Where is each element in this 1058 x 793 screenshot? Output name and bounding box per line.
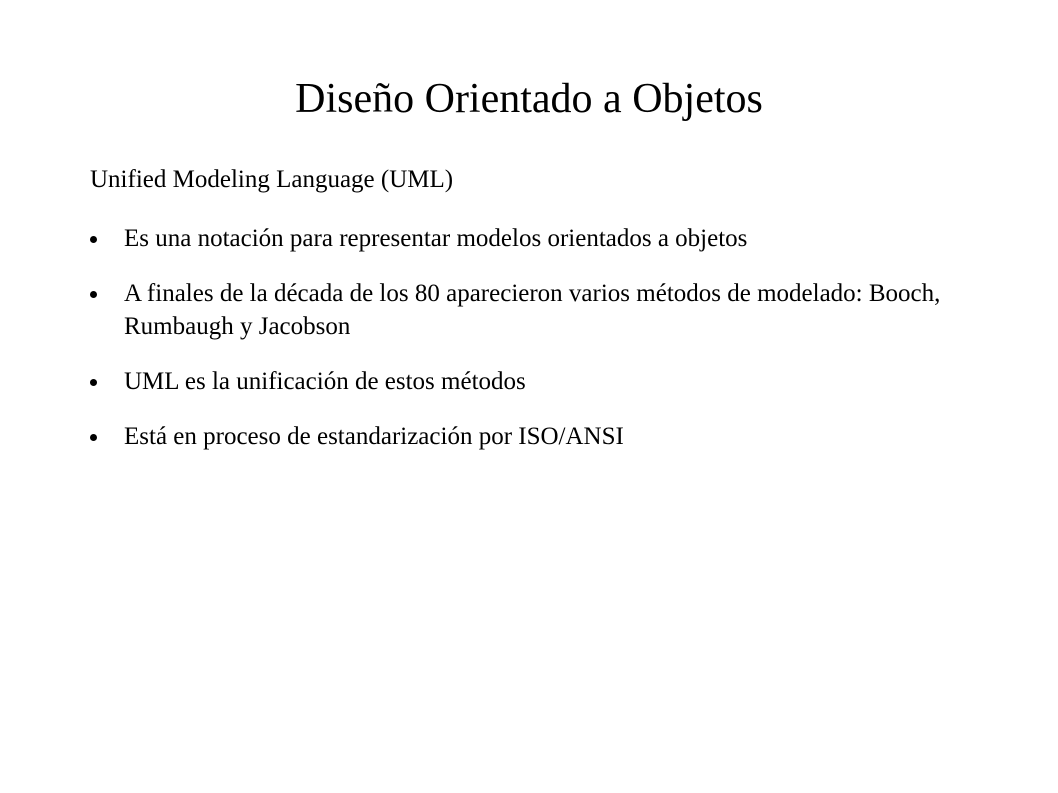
bullet-item [90,277,990,343]
bullet-dot-icon [90,291,97,298]
bullet-text: Es una notación para representar modelos orientados a objetos [124,225,748,252]
slide-title: Diseño Orientado a Objetos [295,76,763,122]
bullet-item [90,222,990,255]
bullet-dot-icon [90,379,97,386]
slide-subtitle: Unified Modeling Language (UML) [90,166,454,193]
bullet-dot-icon [90,236,97,243]
bullet-item [90,420,990,453]
bullet-text: UML es la unificación de estos métodos [124,368,526,395]
bullet-text: A finales de la década de los 80 aparecieron varios métodos de modelado: Booch, Rumbaugh y Jacobson [124,280,941,340]
bullet-item [90,365,990,398]
bullet-text: Está en proceso de estandarización por ISO/ANSI [124,423,624,450]
bullet-list [90,222,990,475]
bullet-dot-icon [90,434,97,441]
